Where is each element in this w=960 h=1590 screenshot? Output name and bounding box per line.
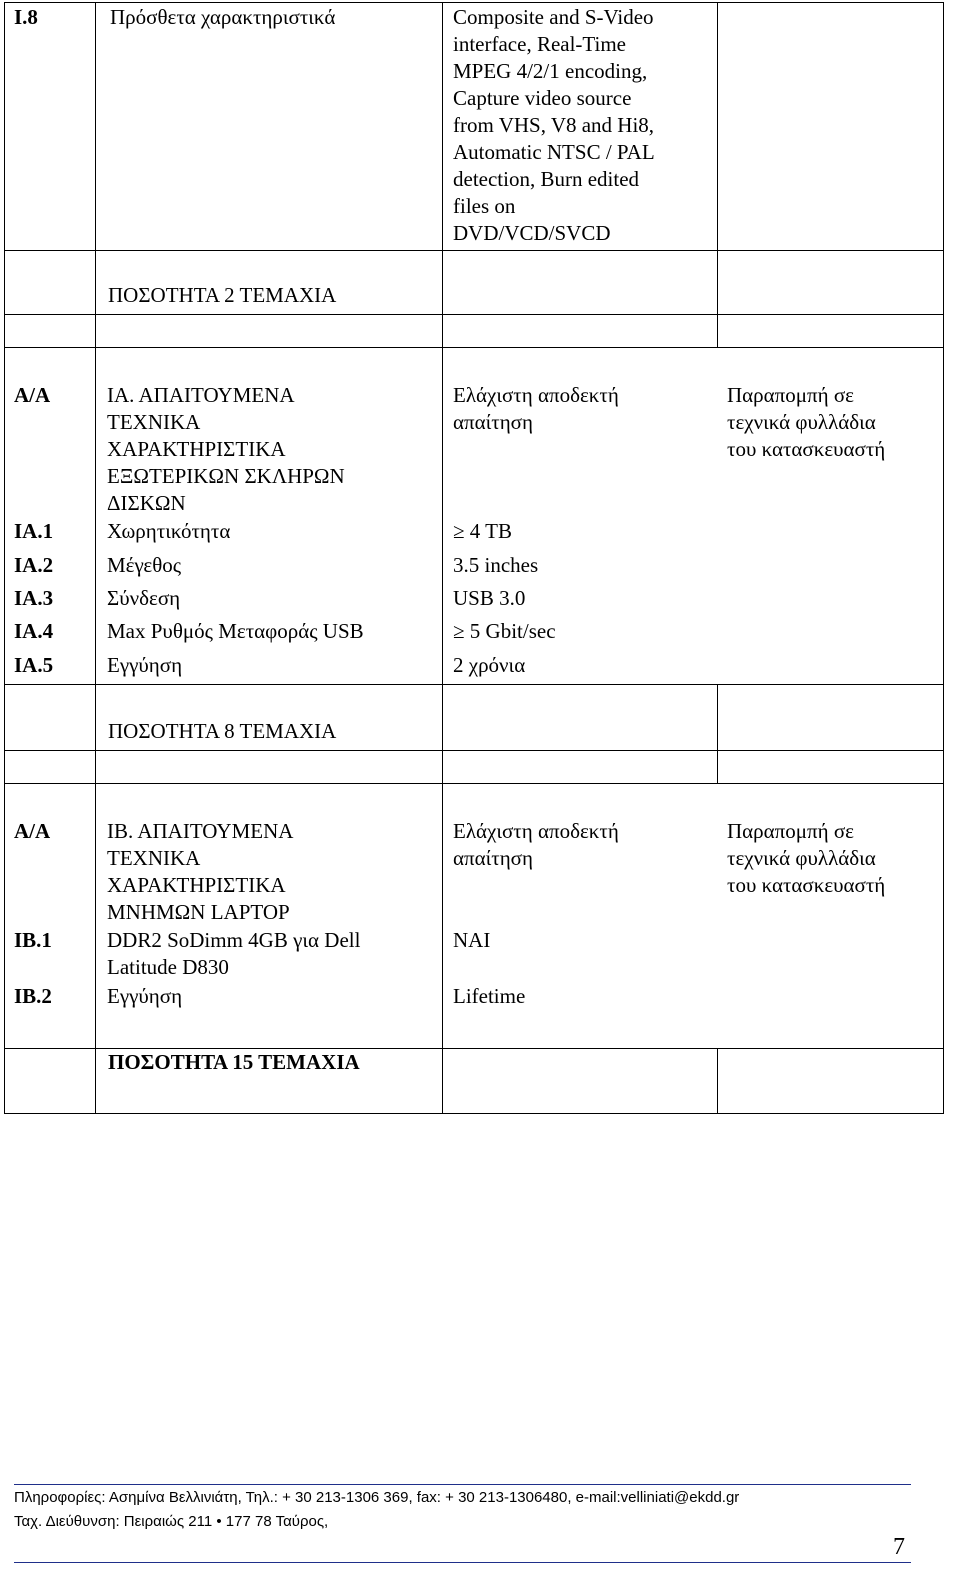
- row-divider: [4, 250, 944, 251]
- row-value: Lifetime: [453, 984, 526, 1008]
- section-title: ΙΑ. ΑΠΑΙΤΟΥΜΕΝΑ ΤΕΧΝΙΚΑ ΧΑΡΑΚΤΗΡΙΣΤΙΚΑ ΕΞΩΤΕΡΙΚΩΝ ΣΚΛΗΡΩΝ ΔΙΣΚΩΝ: [107, 383, 345, 515]
- row-id: ΙΑ.3: [14, 586, 54, 610]
- row-id: ΙΑ.1: [14, 519, 54, 543]
- row-label: Max Ρυθμός Μεταφοράς USB: [107, 619, 364, 643]
- quantity-label: ΠΟΣΟΤΗΤΑ 8 ΤΕΜΑΧΙΑ: [108, 719, 337, 743]
- manufacturer-reference-header: Παραπομπή σε τεχνικά φυλλάδια του κατασκευαστή: [727, 383, 886, 461]
- row-value: 2 χρόνια: [453, 653, 526, 677]
- row-divider: [4, 783, 944, 784]
- min-requirement-header: Ελάχιστη αποδεκτή απαίτηση: [453, 383, 619, 434]
- quantity-label: ΠΟΣΟΤΗΤΑ 2 ΤΕΜΑΧΙΑ: [108, 283, 337, 307]
- row-divider: [4, 750, 944, 751]
- row-id: ΙΑ.5: [14, 653, 54, 677]
- row-label: Σύνδεση: [107, 586, 181, 610]
- row-label: Πρόσθετα χαρακτηριστικά: [110, 5, 336, 29]
- row-value: Composite and S-Video interface, Real-Time MPEG 4/2/1 encoding, Capture video source from VHS, V8 and Hi8, Automatic NTSC / PAL detection, Burn edited files on DVD/VCD/SVCD: [453, 5, 655, 245]
- aa-header: Α/Α: [14, 819, 51, 843]
- row-label: Εγγύηση: [107, 653, 183, 677]
- quantity-label: ΠΟΣΟΤΗΤΑ 15 ΤΕΜΑΧΙΑ: [108, 1050, 360, 1074]
- column-divider: [717, 2, 718, 348]
- row-value: USB 3.0: [453, 586, 526, 610]
- row-divider: [4, 347, 944, 348]
- footer-rule: [14, 1484, 911, 1485]
- page-number: 7: [893, 1534, 905, 1560]
- row-value: 3.5 inches: [453, 553, 539, 577]
- column-divider: [95, 2, 96, 1114]
- footer-bottom-rule: [14, 1562, 911, 1563]
- row-label: Μέγεθος: [107, 553, 182, 577]
- row-divider: [4, 314, 944, 315]
- row-label: Εγγύηση: [107, 984, 183, 1008]
- aa-header: Α/Α: [14, 383, 51, 407]
- column-divider: [717, 1048, 718, 1114]
- row-divider: [4, 684, 944, 685]
- manufacturer-reference-header: Παραπομπή σε τεχνικά φυλλάδια του κατασκευαστή: [727, 819, 886, 897]
- row-id: ΙΒ.2: [14, 984, 52, 1008]
- footer-contact: Πληροφορίες: Ασημίνα Βελλινιάτη, Τηλ.: + 30 213-1306 369, fax: + 30 213-1306480, e-mail:velliniati@ekdd.gr: [14, 1489, 740, 1506]
- row-id: ΙΑ.4: [14, 619, 54, 643]
- row-label: DDR2 SoDimm 4GB για Dell Latitude D830: [107, 928, 361, 979]
- row-value: ≥ 5 Gbit/sec: [453, 619, 556, 643]
- row-id: Ι.8: [14, 5, 38, 29]
- column-divider: [442, 2, 443, 1114]
- row-value: ≥ 4 TB: [453, 519, 512, 543]
- row-label: Χωρητικότητα: [107, 519, 231, 543]
- footer-address: Ταχ. Διεύθυνση: Πειραιώς 211 • 177 78 Ταύρος,: [14, 1513, 329, 1530]
- row-id: ΙΒ.1: [14, 928, 52, 952]
- column-divider: [717, 684, 718, 784]
- min-requirement-header: Ελάχιστη αποδεκτή απαίτηση: [453, 819, 619, 870]
- section-title: ΙΒ. ΑΠΑΙΤΟΥΜΕΝΑ ΤΕΧΝΙΚΑ ΧΑΡΑΚΤΗΡΙΣΤΙΚΑ ΜΝΗΜΩΝ LAPTOP: [107, 819, 294, 924]
- row-value: ΝΑΙ: [453, 928, 491, 952]
- row-id: ΙΑ.2: [14, 553, 54, 577]
